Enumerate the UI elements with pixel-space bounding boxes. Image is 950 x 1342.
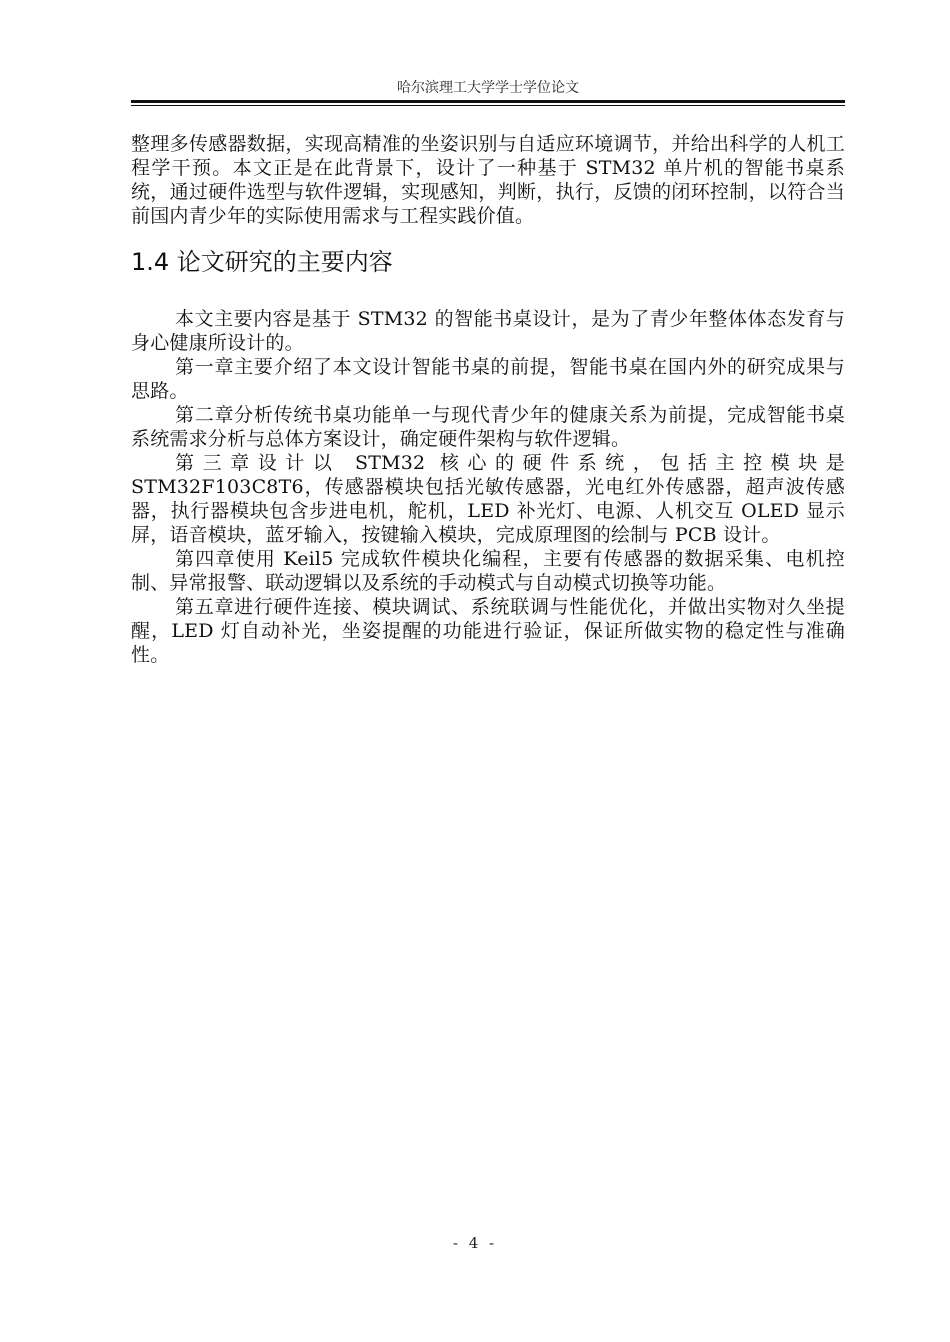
running-header: 哈尔滨理工大学学士学位论文: [397, 80, 579, 96]
section-paragraph: 本文主要内容是基于 STM32 的智能书桌设计，是为了青少年整体体态发育与身心健康所设计的。: [131, 308, 845, 354]
header-rule-thin: [131, 105, 845, 106]
section-paragraph: 第三章设计以 STM32 核心的硬件系统，包括主控模块是 STM32F103C8T6，传感器模块包括光敏传感器，光电红外传感器，超声波传感器，执行器模块包含步进电机，舵机，LED 补光灯、电源、人机交互 OLED 显示屏，语音模块，蓝牙输入，按键输入模块，完成原理图的绘制与 PCB 设计。: [131, 452, 845, 546]
section-paragraph: 第二章分析传统书桌功能单一与现代青少年的健康关系为前提，完成智能书桌系统需求分析与总体方案设计，确定硬件架构与软件逻辑。: [131, 404, 845, 450]
section-heading: 1.4 论文研究的主要内容: [131, 248, 393, 276]
opening-paragraph: 整理多传感器数据，实现高精准的坐姿识别与自适应环境调节，并给出科学的人机工程学干预。本文正是在此背景下，设计了一种基于 STM32 单片机的智能书桌系统，通过硬件选型与软件逻辑，实现感知，判断，执行，反馈的闭环控制，以符合当前国内青少年的实际使用需求与工程实践价值。: [131, 133, 845, 227]
section-body: [131, 307, 845, 667]
section-paragraph: 第一章主要介绍了本文设计智能书桌的前提，智能书桌在国内外的研究成果与思路。: [131, 356, 845, 402]
section-paragraph: 第四章使用 Keil5 完成软件模块化编程，主要有传感器的数据采集、电机控制、异常报警、联动逻辑以及系统的手动模式与自动模式切换等功能。: [131, 548, 845, 594]
section-paragraph: 第五章进行硬件连接、模块调试、系统联调与性能优化，并做出实物对久坐提醒，LED 灯自动补光，坐姿提醒的功能进行验证，保证所做实物的稳定性与准确性。: [131, 596, 845, 666]
header-rule-thick: [131, 100, 845, 103]
page-body: [131, 132, 845, 667]
page-number: - 4 -: [452, 1234, 498, 1252]
